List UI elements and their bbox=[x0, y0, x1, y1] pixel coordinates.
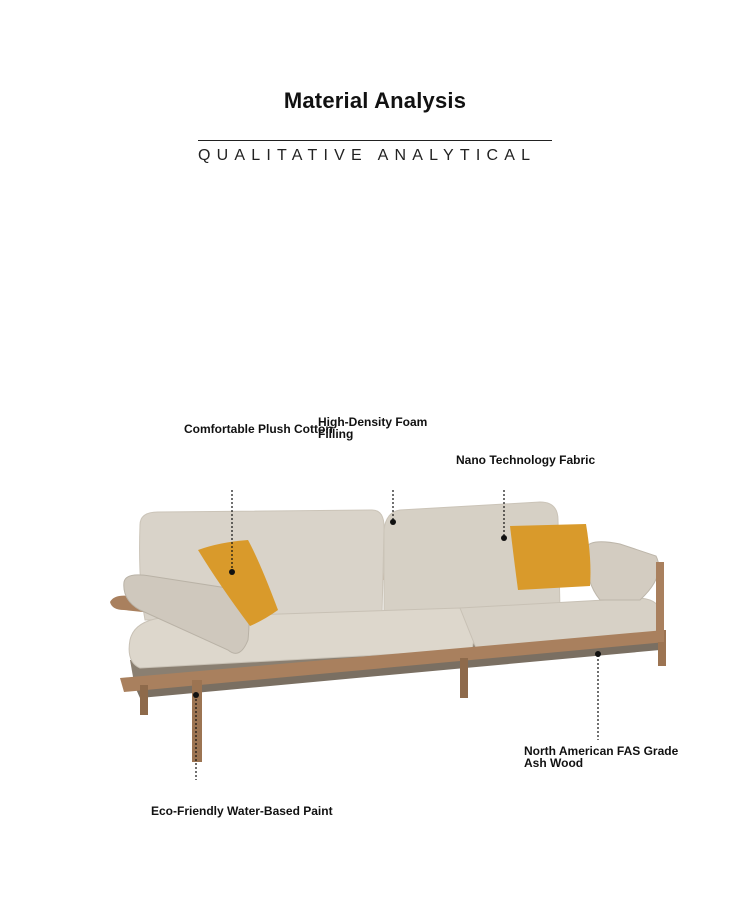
callout-wood bbox=[524, 745, 678, 769]
right-arm-post bbox=[656, 562, 664, 642]
marker-cotton bbox=[229, 569, 235, 575]
sofa-image bbox=[100, 490, 680, 780]
callout-wood-line2: Ash Wood bbox=[524, 756, 584, 770]
callout-foam bbox=[318, 416, 427, 440]
callout-paint: Eco-Friendly Water-Based Paint bbox=[151, 804, 333, 818]
page-subtitle: QUALITATIVE ANALYTICAL bbox=[198, 147, 537, 164]
pillow-right bbox=[510, 524, 591, 590]
callout-foam-line1: High-Density Foam bbox=[318, 415, 428, 429]
callout-fabric: Nano Technology Fabric bbox=[456, 453, 596, 467]
page-title: Material Analysis bbox=[283, 88, 467, 113]
marker-wood bbox=[595, 651, 601, 657]
callout-cotton: Comfortable Plush Cotton bbox=[184, 422, 333, 436]
marker-foam bbox=[390, 519, 396, 525]
callout-foam-line2: Filling bbox=[318, 427, 354, 441]
sofa-illustration bbox=[100, 490, 680, 780]
callout-wood-line1: North American FAS Grade bbox=[524, 744, 679, 758]
leg-mid bbox=[460, 658, 468, 698]
right-arm-rest bbox=[586, 542, 659, 600]
title-divider bbox=[198, 140, 552, 141]
marker-fabric bbox=[501, 535, 507, 541]
marker-paint bbox=[193, 692, 199, 698]
leg-back-left bbox=[140, 685, 148, 715]
